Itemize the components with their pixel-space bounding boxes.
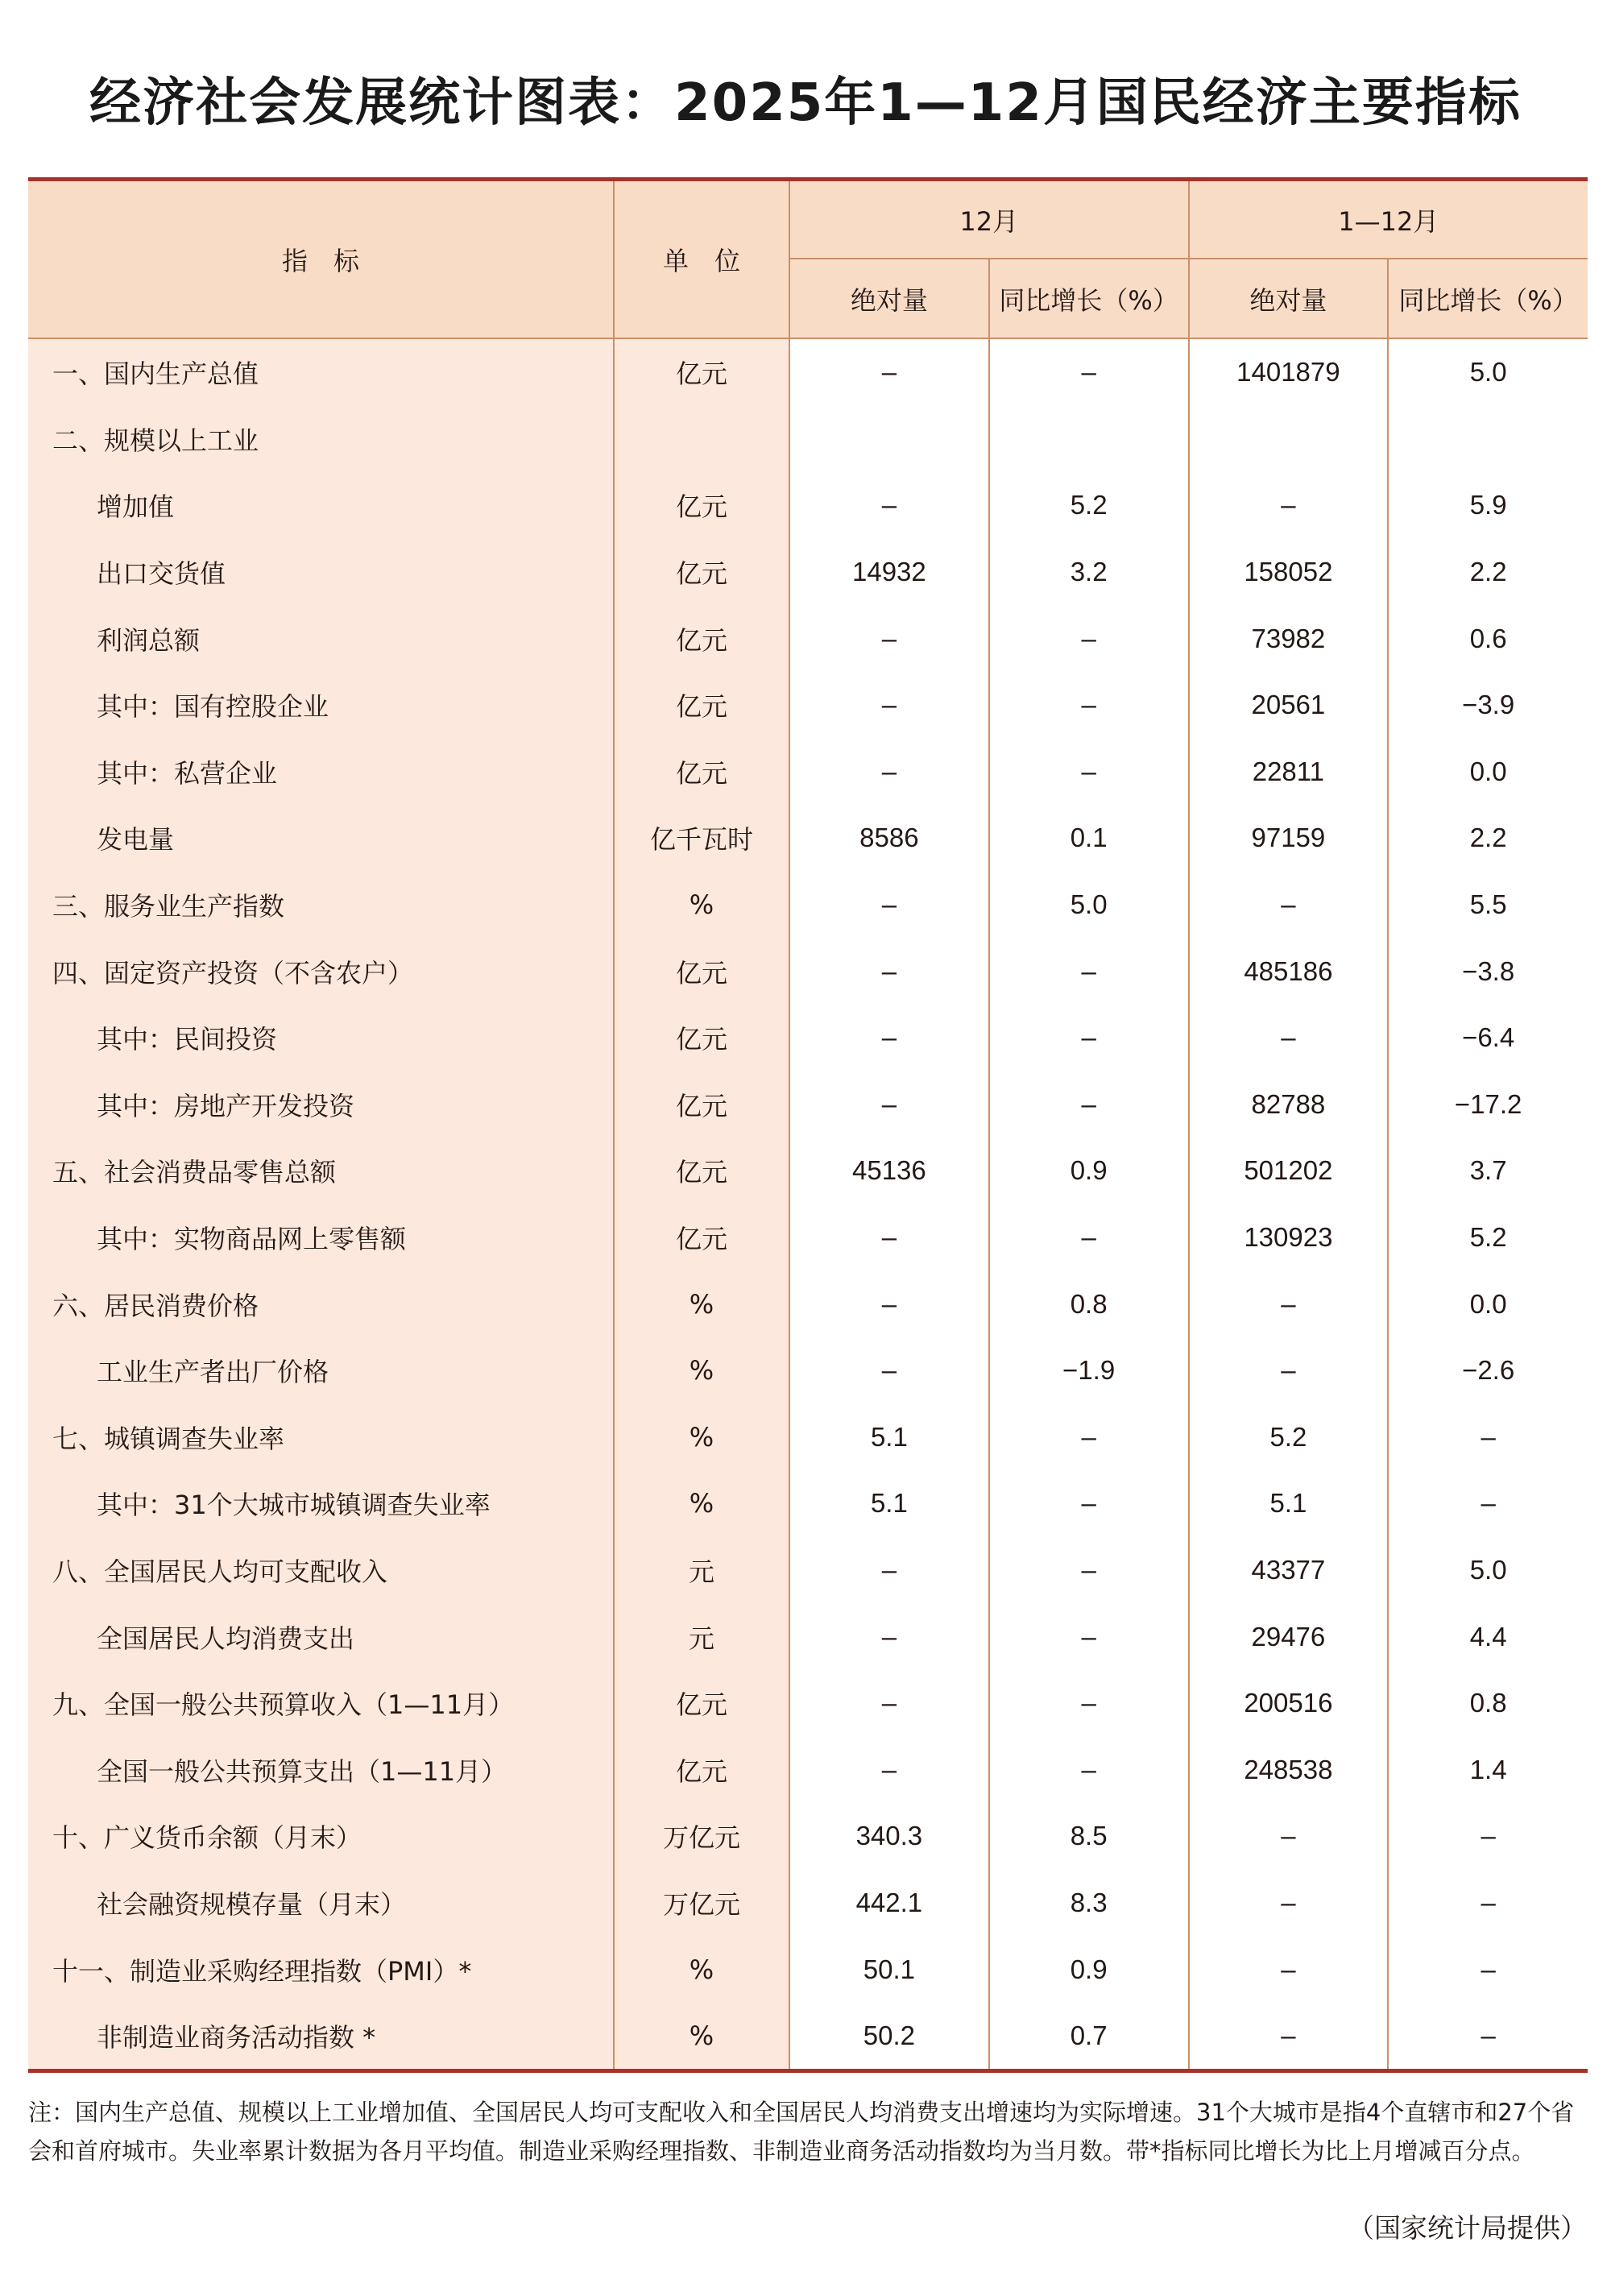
indicator-name: 工业生产者出厂价格 <box>28 1337 614 1404</box>
indicators-table <box>28 181 1588 2069</box>
ytd-absolute-cell: 29476 <box>1189 1603 1389 1670</box>
ytd-absolute-cell: 73982 <box>1189 605 1389 672</box>
ytd-absolute-cell: 82788 <box>1189 1071 1389 1138</box>
indicator-name: 其中：国有控股企业 <box>28 672 614 739</box>
ytd-absolute-cell: 97159 <box>1189 805 1389 872</box>
unit-cell: % <box>614 1337 789 1404</box>
table-row <box>28 672 1588 739</box>
ytd-yoy-cell: 1.4 <box>1388 1736 1588 1803</box>
table-row <box>28 938 1588 1005</box>
indicator-name: 非制造业商务活动指数 * <box>28 2003 614 2070</box>
unit-cell: 亿元 <box>614 938 789 1005</box>
ytd-yoy-cell: 5.0 <box>1388 1537 1588 1604</box>
dec-yoy-cell: 5.2 <box>989 472 1189 539</box>
dec-yoy-cell: 5.0 <box>989 872 1189 939</box>
dec-absolute-cell: – <box>789 739 989 806</box>
unit-cell: % <box>614 872 789 939</box>
ytd-absolute-cell: – <box>1189 1803 1389 1870</box>
indicator-name: 增加值 <box>28 472 614 539</box>
ytd-yoy-cell: 0.6 <box>1388 605 1588 672</box>
ytd-absolute-cell: 5.2 <box>1189 1404 1389 1471</box>
unit-cell: 亿元 <box>614 1071 789 1138</box>
dec-yoy-cell: 0.9 <box>989 1138 1189 1204</box>
ytd-absolute-cell: 22811 <box>1189 739 1389 806</box>
dec-absolute-cell: 5.1 <box>789 1470 989 1537</box>
ytd-absolute-cell: – <box>1189 1870 1389 1937</box>
table-row <box>28 472 1588 539</box>
ytd-yoy-cell <box>1388 406 1588 473</box>
indicator-name: 其中：民间投资 <box>28 1005 614 1071</box>
dec-absolute-cell: – <box>789 1337 989 1404</box>
dec-yoy-cell: 0.8 <box>989 1270 1189 1337</box>
dec-yoy-cell: – <box>989 1005 1189 1071</box>
dec-yoy-cell: – <box>989 1603 1189 1670</box>
table-row <box>28 406 1588 473</box>
ytd-absolute-cell: 501202 <box>1189 1138 1389 1204</box>
indicator-name: 全国居民人均消费支出 <box>28 1603 614 1670</box>
dec-yoy-cell: – <box>989 1470 1189 1537</box>
dec-yoy-cell: 0.1 <box>989 805 1189 872</box>
unit-cell: 亿元 <box>614 472 789 539</box>
dec-yoy-cell: 3.2 <box>989 539 1189 606</box>
dec-yoy-cell: – <box>989 1404 1189 1471</box>
ytd-absolute-cell: 5.1 <box>1189 1470 1389 1537</box>
ytd-absolute-cell: 130923 <box>1189 1204 1389 1271</box>
dec-absolute-cell: – <box>789 1204 989 1271</box>
indicator-name: 其中：私营企业 <box>28 739 614 806</box>
ytd-absolute-cell: – <box>1189 2003 1389 2070</box>
indicator-name: 八、全国居民人均可支配收入 <box>28 1537 614 1604</box>
table-row <box>28 1337 1588 1404</box>
table-row <box>28 805 1588 872</box>
ytd-yoy-cell: – <box>1388 1470 1588 1537</box>
dec-yoy-cell: – <box>989 605 1189 672</box>
indicator-name: 七、城镇调查失业率 <box>28 1404 614 1471</box>
unit-cell: % <box>614 1404 789 1471</box>
page-title: 经济社会发展统计图表：2025年1—12月国民经济主要指标 <box>89 73 1522 133</box>
indicator-name: 全国一般公共预算支出（1—11月） <box>28 1736 614 1803</box>
table-row <box>28 1537 1588 1604</box>
ytd-yoy-cell: 5.5 <box>1388 872 1588 939</box>
indicator-name: 十、广义货币余额（月末） <box>28 1803 614 1870</box>
indicator-name: 其中：实物商品网上零售额 <box>28 1204 614 1271</box>
unit-cell: % <box>614 1936 789 2003</box>
header-ytd-absolute: 绝对量 <box>1189 259 1389 338</box>
dec-absolute-cell: – <box>789 338 989 406</box>
ytd-absolute-cell: 158052 <box>1189 539 1389 606</box>
table-row <box>28 1803 1588 1870</box>
unit-cell: 亿元 <box>614 539 789 606</box>
ytd-yoy-cell: 0.0 <box>1388 739 1588 806</box>
ytd-yoy-cell: 4.4 <box>1388 1603 1588 1670</box>
ytd-yoy-cell: −2.6 <box>1388 1337 1588 1404</box>
table-row <box>28 539 1588 606</box>
ytd-yoy-cell: 2.2 <box>1388 539 1588 606</box>
indicator-name: 出口交货值 <box>28 539 614 606</box>
ytd-absolute-cell: 200516 <box>1189 1670 1389 1737</box>
table-row <box>28 1603 1588 1670</box>
dec-absolute-cell: 8586 <box>789 805 989 872</box>
ytd-yoy-cell: – <box>1388 1936 1588 2003</box>
dec-yoy-cell: – <box>989 1204 1189 1271</box>
table-row <box>28 872 1588 939</box>
unit-cell: 亿元 <box>614 1005 789 1071</box>
dec-yoy-cell: −1.9 <box>989 1337 1189 1404</box>
unit-cell: 元 <box>614 1603 789 1670</box>
dec-absolute-cell: 14932 <box>789 539 989 606</box>
ytd-yoy-cell: – <box>1388 1870 1588 1937</box>
ytd-yoy-cell: −6.4 <box>1388 1005 1588 1071</box>
unit-cell: 万亿元 <box>614 1870 789 1937</box>
dec-absolute-cell: 45136 <box>789 1138 989 1204</box>
indicator-name: 二、规模以上工业 <box>28 406 614 473</box>
ytd-absolute-cell: – <box>1189 1005 1389 1071</box>
unit-cell: 亿元 <box>614 739 789 806</box>
dec-yoy-cell: – <box>989 938 1189 1005</box>
ytd-absolute-cell: – <box>1189 472 1389 539</box>
unit-cell: 亿元 <box>614 1204 789 1271</box>
ytd-yoy-cell: 5.9 <box>1388 472 1588 539</box>
dec-absolute-cell: 442.1 <box>789 1870 989 1937</box>
table-row <box>28 1138 1588 1204</box>
dec-absolute-cell: – <box>789 472 989 539</box>
indicator-name: 其中：31个大城市城镇调查失业率 <box>28 1470 614 1537</box>
header-indicator: 指 标 <box>28 181 614 338</box>
indicator-name: 其中：房地产开发投资 <box>28 1071 614 1138</box>
ytd-yoy-cell: 3.7 <box>1388 1138 1588 1204</box>
dec-absolute-cell: – <box>789 872 989 939</box>
table-row <box>28 1670 1588 1737</box>
dec-yoy-cell <box>989 406 1189 473</box>
unit-cell: % <box>614 1270 789 1337</box>
dec-yoy-cell: – <box>989 672 1189 739</box>
dec-yoy-cell: – <box>989 1670 1189 1737</box>
ytd-yoy-cell: −3.8 <box>1388 938 1588 1005</box>
unit-cell <box>614 406 789 473</box>
dec-absolute-cell: – <box>789 605 989 672</box>
indicator-name: 利润总额 <box>28 605 614 672</box>
unit-cell: % <box>614 1470 789 1537</box>
table-bottom-rule <box>28 2069 1588 2073</box>
indicator-name: 六、居民消费价格 <box>28 1270 614 1337</box>
table-row <box>28 1270 1588 1337</box>
dec-absolute-cell: 340.3 <box>789 1803 989 1870</box>
dec-yoy-cell: – <box>989 1537 1189 1604</box>
ytd-yoy-cell: −3.9 <box>1388 672 1588 739</box>
unit-cell: 亿千瓦时 <box>614 805 789 872</box>
ytd-absolute-cell: 20561 <box>1189 672 1389 739</box>
header-unit: 单 位 <box>614 181 789 338</box>
dec-yoy-cell: – <box>989 1736 1189 1803</box>
ytd-absolute-cell: – <box>1189 1337 1389 1404</box>
header-group-jan-dec: 1—12月 <box>1189 181 1588 259</box>
table-row <box>28 1936 1588 2003</box>
table-row <box>28 605 1588 672</box>
dec-absolute-cell <box>789 406 989 473</box>
ytd-absolute-cell: 43377 <box>1189 1537 1389 1604</box>
dec-yoy-cell: 0.9 <box>989 1936 1189 2003</box>
table-row <box>28 1071 1588 1138</box>
unit-cell: 亿元 <box>614 672 789 739</box>
ytd-yoy-cell: – <box>1388 1404 1588 1471</box>
header-dec-yoy: 同比增长（%） <box>989 259 1189 338</box>
dec-yoy-cell: 0.7 <box>989 2003 1189 2070</box>
dec-yoy-cell: 8.3 <box>989 1870 1189 1937</box>
dec-absolute-cell: – <box>789 672 989 739</box>
table-row <box>28 739 1588 806</box>
dec-absolute-cell: – <box>789 1071 989 1138</box>
ytd-yoy-cell: 0.0 <box>1388 1270 1588 1337</box>
indicator-name: 四、固定资产投资（不含农户） <box>28 938 614 1005</box>
dec-yoy-cell: 8.5 <box>989 1803 1189 1870</box>
dec-yoy-cell: – <box>989 739 1189 806</box>
table-row <box>28 1470 1588 1537</box>
indicator-name: 五、社会消费品零售总额 <box>28 1138 614 1204</box>
ytd-absolute-cell: – <box>1189 1270 1389 1337</box>
header-group-december: 12月 <box>789 181 1189 259</box>
indicator-name: 九、全国一般公共预算收入（1—11月） <box>28 1670 614 1737</box>
ytd-yoy-cell: 5.0 <box>1388 338 1588 406</box>
ytd-absolute-cell: 1401879 <box>1189 338 1389 406</box>
unit-cell: 亿元 <box>614 338 789 406</box>
indicator-name: 一、国内生产总值 <box>28 338 614 406</box>
source-credit: （国家统计局提供） <box>1348 2212 1587 2244</box>
footnote: 注：国内生产总值、规模以上工业增加值、全国居民人均可支配收入和全国居民人均消费支出增速均为实际增速。31个大城市是指4个直辖市和27个省会和首府城市。失业率累计数据为各月平均值。制造业采购经理指数、非制造业商务活动指数均为当月数。带*指标同比增长为比上月增减百分点。 <box>28 2099 1575 2165</box>
table-row <box>28 1736 1588 1803</box>
ytd-absolute-cell: 485186 <box>1189 938 1389 1005</box>
ytd-yoy-cell: −17.2 <box>1388 1071 1588 1138</box>
unit-cell: 亿元 <box>614 1670 789 1737</box>
header-dec-absolute: 绝对量 <box>789 259 989 338</box>
dec-absolute-cell: 5.1 <box>789 1404 989 1471</box>
indicator-name: 社会融资规模存量（月末） <box>28 1870 614 1937</box>
unit-cell: 亿元 <box>614 605 789 672</box>
table-body <box>28 338 1588 2069</box>
dec-absolute-cell: – <box>789 1670 989 1737</box>
table-row <box>28 1005 1588 1071</box>
table-row <box>28 1870 1588 1937</box>
unit-cell: 亿元 <box>614 1736 789 1803</box>
dec-absolute-cell: – <box>789 938 989 1005</box>
indicator-name: 十一、制造业采购经理指数（PMI）* <box>28 1936 614 2003</box>
dec-absolute-cell: – <box>789 1736 989 1803</box>
table-row <box>28 2003 1588 2070</box>
dec-absolute-cell: 50.1 <box>789 1936 989 2003</box>
ytd-absolute-cell: – <box>1189 1936 1389 2003</box>
dec-absolute-cell: – <box>789 1537 989 1604</box>
dec-absolute-cell: – <box>789 1270 989 1337</box>
ytd-absolute-cell <box>1189 406 1389 473</box>
ytd-yoy-cell: – <box>1388 1803 1588 1870</box>
ytd-yoy-cell: 2.2 <box>1388 805 1588 872</box>
indicator-name: 发电量 <box>28 805 614 872</box>
header-ytd-yoy: 同比增长（%） <box>1388 259 1588 338</box>
dec-absolute-cell: – <box>789 1005 989 1071</box>
ytd-absolute-cell: – <box>1189 872 1389 939</box>
ytd-yoy-cell: 5.2 <box>1388 1204 1588 1271</box>
indicator-name: 三、服务业生产指数 <box>28 872 614 939</box>
ytd-absolute-cell: 248538 <box>1189 1736 1389 1803</box>
table-row <box>28 1204 1588 1271</box>
unit-cell: 亿元 <box>614 1138 789 1204</box>
dec-absolute-cell: – <box>789 1603 989 1670</box>
ytd-yoy-cell: – <box>1388 2003 1588 2070</box>
unit-cell: % <box>614 2003 789 2070</box>
table-row <box>28 1404 1588 1471</box>
table-row <box>28 338 1588 406</box>
unit-cell: 元 <box>614 1537 789 1604</box>
unit-cell: 万亿元 <box>614 1803 789 1870</box>
dec-yoy-cell: – <box>989 1071 1189 1138</box>
dec-yoy-cell: – <box>989 338 1189 406</box>
ytd-yoy-cell: 0.8 <box>1388 1670 1588 1737</box>
dec-absolute-cell: 50.2 <box>789 2003 989 2070</box>
